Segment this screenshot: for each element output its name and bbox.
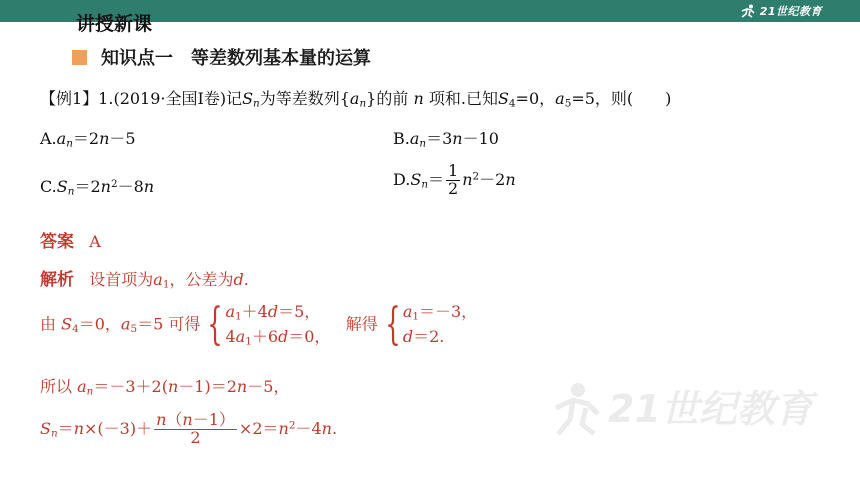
problem-statement: 【例1】1.(2019·全国Ⅰ卷)记$S_n$为等差数列$\{a_n\}$的前 n 项和.已知$S_4=0$，$a_5=5$，则( ) bbox=[40, 89, 672, 110]
fraction: $\frac{1}{2}$ bbox=[448, 161, 459, 198]
answer-line bbox=[40, 227, 101, 252]
answer-value: A bbox=[89, 232, 101, 251]
analysis-line-2: 由 $S_4=0$，$a_5=5$ 可得 { $a_1+4d=5$， $4a_1+6d=0$， 解得 { $a_1=-3$， d＝2. bbox=[40, 298, 478, 350]
logo bbox=[739, 3, 822, 19]
option-b: $B.a_n=3n-10$ bbox=[393, 129, 499, 150]
answer-label: 答案 bbox=[40, 232, 74, 252]
section-marker-icon bbox=[72, 50, 87, 65]
option-c: $C.S_n=2n^2-8n$ bbox=[40, 177, 155, 198]
section-heading bbox=[72, 44, 371, 70]
section-title: 知识点一 等差数列基本量的运算 bbox=[101, 48, 371, 69]
fraction: $\frac{n(n-1)}{2}$ bbox=[156, 410, 235, 447]
analysis-line-1: 解析 设首项为$a_1$，公差为d. bbox=[40, 270, 249, 291]
equation-system: { $a_1+4d=5$， $4a_1+6d=0$， bbox=[207, 298, 331, 350]
runner-logo-icon bbox=[739, 4, 757, 18]
svg-text:21世纪教育: 21世纪教育 bbox=[608, 387, 813, 431]
slide-title: 讲授新课 bbox=[76, 13, 153, 35]
option-d: $D.S_n=$ $\frac{1}{2}$ $n^2-2n$ bbox=[393, 161, 516, 198]
option-a: $A.a_n=2n-5$ bbox=[40, 129, 136, 150]
solution-system: { $a_1=-3$， d＝2. bbox=[385, 298, 478, 350]
logo-text: 21世纪教育 bbox=[759, 5, 822, 18]
analysis-label: 解析 bbox=[40, 270, 74, 290]
watermark-logo-icon bbox=[548, 378, 848, 448]
analysis-line-3: 所以 $a_n=-3+2(n-1)=2n-5$， bbox=[40, 377, 290, 398]
analysis-line-4: $S_n=n\times(-3)+$ $\frac{n(n-1)}{2}$ $\times 2=n^2-4n$. bbox=[40, 410, 338, 447]
